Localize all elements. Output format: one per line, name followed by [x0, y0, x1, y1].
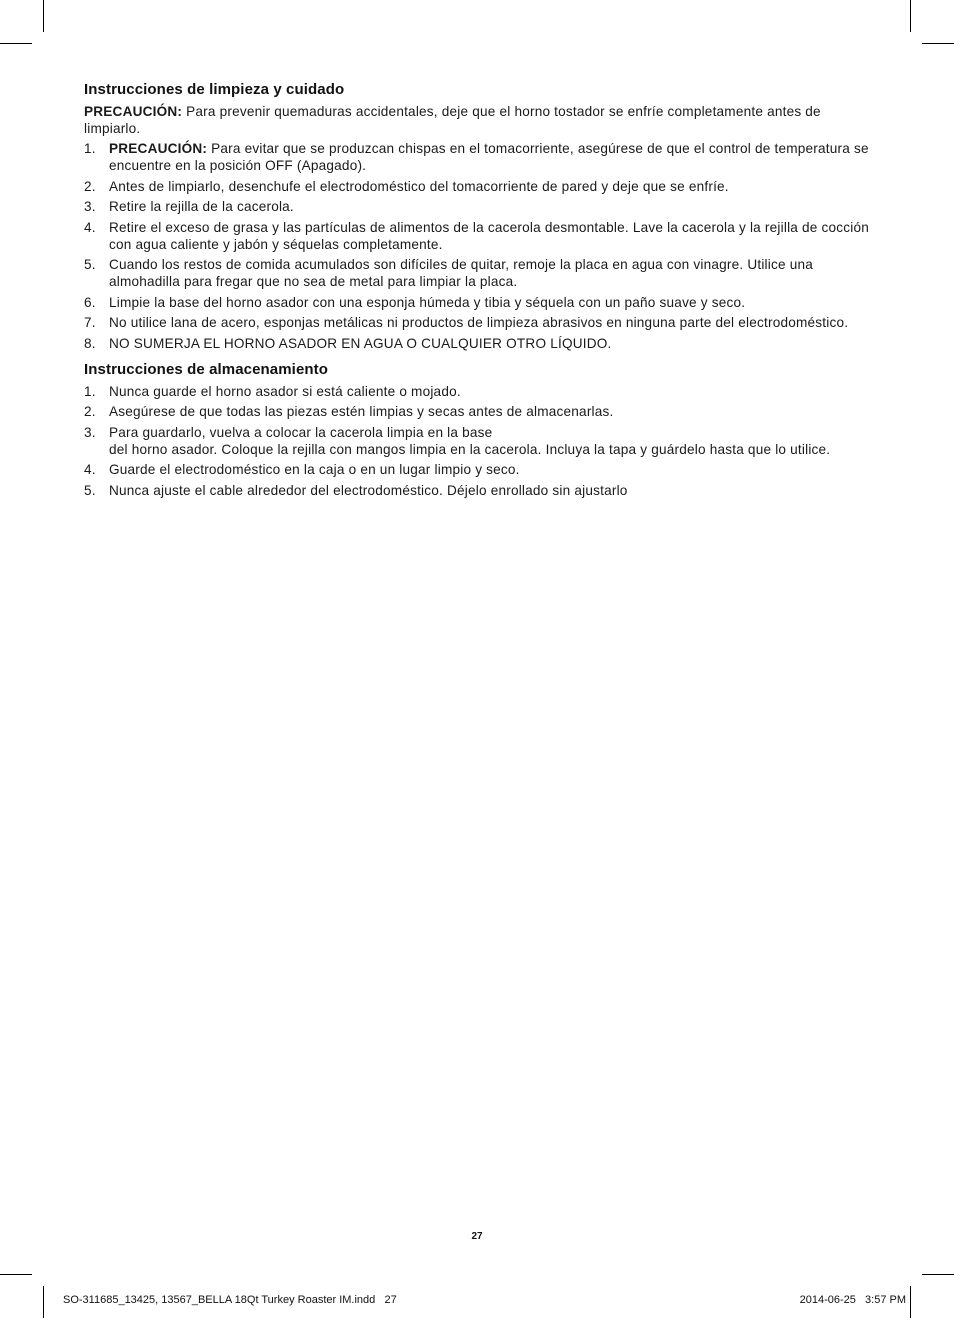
cleaning-list: [84, 140, 874, 352]
item-caution-label: PRECAUCIÓN:: [109, 141, 208, 156]
list-item: [84, 198, 874, 215]
page-content: [84, 81, 874, 502]
list-item: [84, 424, 874, 458]
item-text: Nunca ajuste el cable alrededor del electrodoméstico. Déjelo enrollado sin ajustarlo: [109, 482, 628, 498]
list-item: [84, 461, 874, 478]
caution-text: Para prevenir quemaduras accidentales, deje que el horno tostador se enfríe completamente antes de limpiarlo.: [84, 104, 821, 136]
list-item: [84, 482, 874, 499]
crop-mark-bottom-left-vertical: [43, 1286, 44, 1318]
crop-mark-bottom-left-horizontal: [0, 1274, 32, 1275]
list-item: [84, 335, 874, 352]
item-text-line-1: Para guardarlo, vuelva a colocar la cacerola limpia en la base: [109, 424, 493, 440]
slug-datetime: 2014-06-25 3:57 PM: [799, 1294, 906, 1306]
item-number: 2.: [84, 178, 96, 194]
item-text: Guarde el electrodoméstico en la caja o en un lugar limpio y seco.: [109, 462, 520, 477]
page-number: 27: [471, 1231, 483, 1242]
list-item: [84, 403, 874, 420]
crop-mark-top-left-horizontal: [0, 43, 32, 44]
crop-mark-top-left-vertical: [43, 0, 44, 32]
item-text: Antes de limpiarlo, desenchufe el electrodoméstico del tomacorriente de pared y deje que se enfríe.: [109, 178, 729, 194]
item-number: 5.: [84, 482, 96, 498]
list-item: [84, 256, 874, 290]
crop-mark-bottom-right-vertical: [910, 1286, 911, 1318]
crop-mark-top-right-vertical: [910, 0, 911, 32]
slug-file-info: SO-311685_13425, 13567_BELLA 18Qt Turkey Roaster IM.indd 27: [63, 1294, 397, 1306]
item-number: 7.: [84, 315, 96, 330]
item-text: Retire la rejilla de la cacerola.: [109, 199, 294, 214]
item-number: 1.: [84, 141, 96, 156]
item-text: Cuando los restos de comida acumulados son difíciles de quitar, remoje la placa en agua con vinagre. Utilice una almohadilla para fregar que no sea de metal para limpiar la placa.: [109, 257, 813, 289]
item-text: NO SUMERJA EL HORNO ASADOR EN AGUA O CUALQUIER OTRO LÍQUIDO.: [109, 335, 612, 351]
item-text: No utilice lana de acero, esponjas metálicas ni productos de limpieza abrasivos en ninguna parte del electrodoméstico.: [109, 315, 849, 330]
item-number: 3.: [84, 424, 96, 440]
crop-mark-top-right-horizontal: [922, 43, 954, 44]
item-number: 5.: [84, 257, 96, 272]
crop-mark-bottom-right-horizontal: [922, 1274, 954, 1275]
storage-heading: Instrucciones de almacenamiento: [84, 360, 329, 378]
item-text-line-2: del horno asador. Coloque la rejilla con mangos limpia en la cacerola. Incluya la tapa y guárdelo hasta que lo utilice.: [109, 441, 831, 457]
cleaning-caution: [84, 103, 874, 137]
item-text: Asegúrese de que todas las piezas estén limpias y secas antes de almacenarlas.: [109, 404, 614, 419]
item-text: Nunca guarde el horno asador si está caliente o mojado.: [109, 383, 461, 399]
item-number: 8.: [84, 335, 96, 351]
cleaning-heading: Instrucciones de limpieza y cuidado: [84, 81, 345, 98]
list-item: [84, 140, 874, 174]
list-item: [84, 294, 874, 311]
list-item: [84, 219, 874, 253]
list-item: [84, 178, 874, 195]
item-number: 4.: [84, 219, 96, 235]
list-item: [84, 383, 874, 400]
item-number: 2.: [84, 404, 96, 419]
item-text: Para evitar que se produzcan chispas en el tomacorriente, asegúrese de que el control de temperatura se encuentre en la posición OFF (Apagado).: [109, 141, 869, 173]
storage-list: [84, 383, 874, 499]
caution-label: PRECAUCIÓN:: [84, 104, 183, 119]
item-number: 1.: [84, 383, 96, 399]
list-item: [84, 314, 874, 331]
item-number: 4.: [84, 462, 96, 477]
item-number: 3.: [84, 199, 96, 214]
item-number: 6.: [84, 294, 96, 310]
item-text: Limpie la base del horno asador con una esponja húmeda y tibia y séquela con un paño suave y seco.: [109, 294, 746, 310]
item-text: Retire el exceso de grasa y las partículas de alimentos de la cacerola desmontable. Lave la cacerola y la rejilla de cocción con agua caliente y jabón y séquelas completamente.: [109, 219, 870, 252]
